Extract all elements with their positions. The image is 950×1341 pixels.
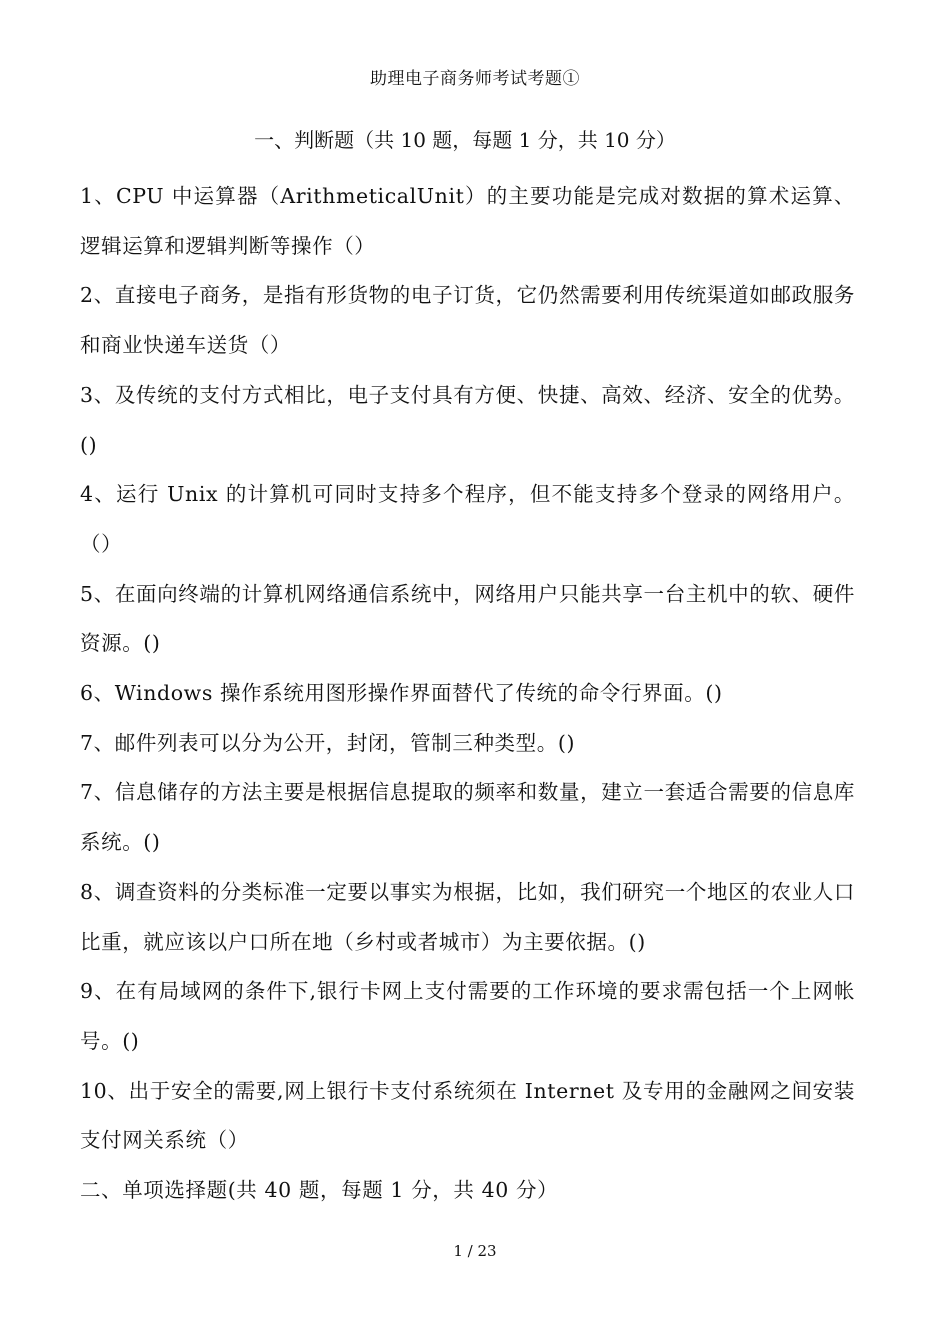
question-item: 3、及传统的支付方式相比，电子支付具有方便、快捷、高效、经济、安全的优势。() [80,382,855,457]
question-list [80,172,855,1216]
question-item: 7、邮件列表可以分为公开，封闭，管制三种类型。() [80,730,576,755]
question-item: 2、直接电子商务，是指有形货物的电子订货，它仍然需要利用传统渠道如邮政服务和商业快递车送货（） [80,283,855,358]
question-item: 1、CPU 中运算器（ArithmeticalUnit）的主要功能是完成对数据的算术运算、逻辑运算和逻辑判断等操作（） [80,184,855,258]
question-item: 4、运行 Unix 的计算机可同时支持多个程序，但不能支持多个登录的网络用户。（） [80,482,855,556]
section-heading-true-false: 一、判断题（共 10 题，每题 1 分，共 10 分） [254,128,676,152]
document-title: 助理电子商务师考试考题① [370,69,580,89]
question-item: 9、在有局域网的条件下,银行卡网上支付需要的工作环境的要求需包括一个上网帐号。() [80,979,855,1053]
question-item: 7、信息储存的方法主要是根据信息提取的频率和数量，建立一套适合需要的信息库系统。() [80,780,855,855]
section-heading-single-choice: 二、单项选择题(共 40 题，每题 1 分，共 40 分） [80,1178,559,1203]
question-item: 8、调查资料的分类标准一定要以事实为根据，比如，我们研究一个地区的农业人口比重，就应该以户口所在地（乡村或者城市）为主要依据。() [80,879,855,954]
question-item: 5、在面向终端的计算机网络通信系统中，网络用户只能共享一台主机中的软、硬件资源。() [80,581,855,656]
question-item: 6、Windows 操作系统用图形操作界面替代了传统的命令行界面。() [80,681,723,706]
page-number: 1 / 23 [453,1242,497,1260]
question-item: 10、出于安全的需要,网上银行卡支付系统须在 Internet 及专用的金融网之间安装支付网关系统（） [80,1078,855,1153]
